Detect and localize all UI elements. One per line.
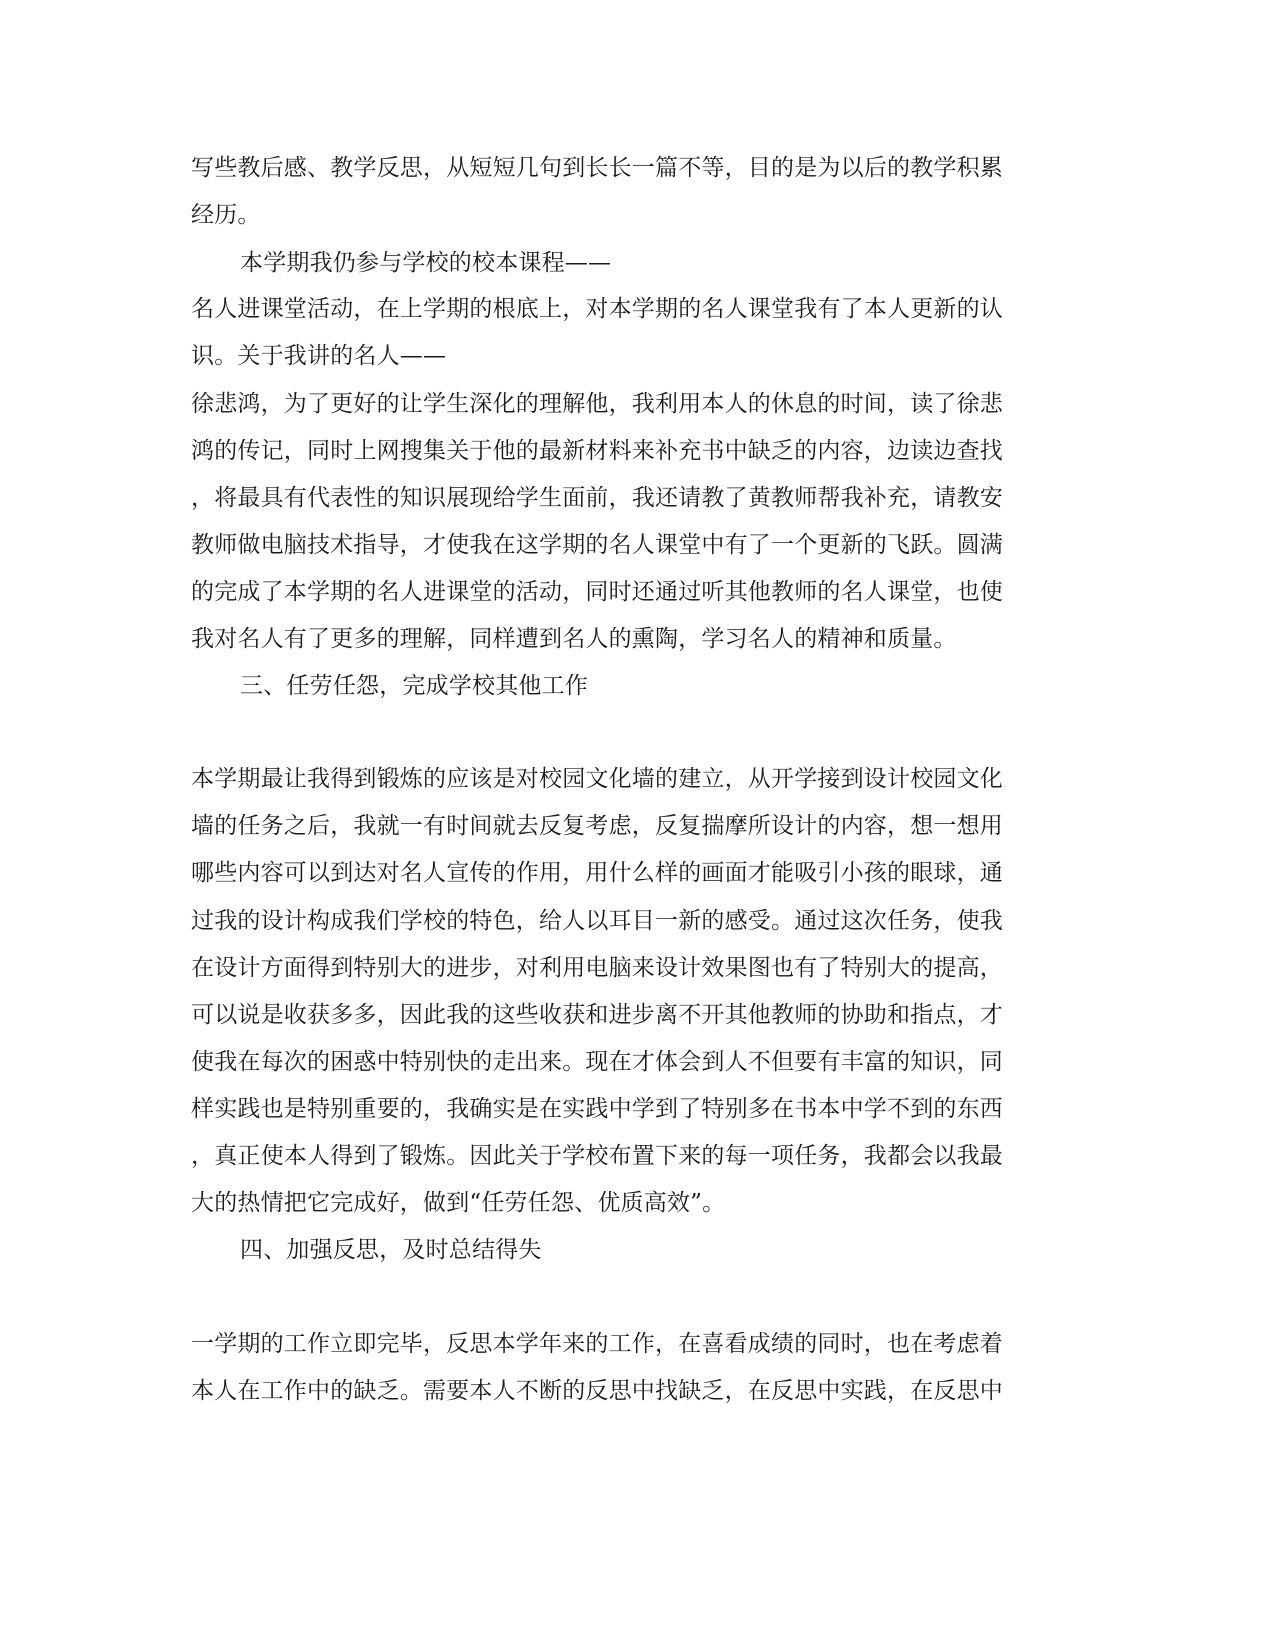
- body-text-line: 徐悲鸿，为了更好的让学生深化的理解他，我利用本人的休息的时间，读了徐悲: [191, 391, 1003, 417]
- body-text-line: ，真正使本人得到了锻炼。因此关于学校布置下来的每一项任务，我都会以我最: [191, 1143, 1003, 1169]
- body-text-line: 墙的任务之后，我就一有时间就去反复考虑，反复揣摩所设计的内容，想一想用: [191, 813, 1003, 839]
- body-text-line: 识。关于我讲的名人——: [191, 343, 447, 369]
- body-text-line: 本人在工作中的缺乏。需要本人不断的反思中找缺乏，在反思中实践，在反思中: [191, 1378, 1003, 1404]
- body-text-line: 写些教后感、教学反思，从短短几句到长长一篇不等，目的是为以后的教学积累: [191, 155, 1003, 181]
- body-text-line: 教师做电脑技术指导，才使我在这学期的名人课堂中有了一个更新的飞跃。圆满: [191, 532, 1003, 558]
- body-text-line: 样实践也是特别重要的，我确实是在实践中学到了特别多在书本中学不到的东西: [191, 1096, 1003, 1122]
- paragraph-first-line: 本学期我仍参与学校的校本课程——: [240, 250, 612, 276]
- body-text-line: 鸿的传记，同时上网搜集关于他的最新材料来补充书中缺乏的内容，边读边查找: [191, 438, 1003, 464]
- body-text-line: 大的热情把它完成好，做到“任劳任怨、优质高效”。: [191, 1190, 726, 1216]
- body-text-line: 经历。: [191, 202, 261, 228]
- body-text-line: 哪些内容可以到达对名人宣传的作用，用什么样的画面才能吸引小孩的眼球，通: [191, 860, 1003, 886]
- body-text-line: 我对名人有了更多的理解，同样遭到名人的熏陶，学习名人的精神和质量。: [191, 626, 957, 652]
- section-heading: 四、加强反思，及时总结得失: [240, 1237, 542, 1263]
- body-text-line: ，将最具有代表性的知识展现给学生面前，我还请教了黄教师帮我补充，请教安: [191, 485, 1003, 511]
- body-text-line: 一学期的工作立即完毕，反思本学年来的工作，在喜看成绩的同时，也在考虑着: [191, 1331, 1003, 1357]
- body-text-line: 名人进课堂活动，在上学期的根底上，对本学期的名人课堂我有了本人更新的认: [191, 296, 1003, 322]
- body-text-line: 本学期最让我得到锻炼的应该是对校园文化墙的建立，从开学接到设计校园文化: [191, 766, 1003, 792]
- body-text-line: 使我在每次的困惑中特别快的走出来。现在才体会到人不但要有丰富的知识，同: [191, 1049, 1003, 1075]
- body-text-line: 过我的设计构成我们学校的特色，给人以耳目一新的感受。通过这次任务，使我: [191, 908, 1003, 934]
- section-heading: 三、任劳任怨，完成学校其他工作: [240, 673, 588, 699]
- body-text-line: 的完成了本学期的名人进课堂的活动，同时还通过听其他教师的名人课堂，也使: [191, 579, 1003, 605]
- body-text-line: 可以说是收获多多，因此我的这些收获和进步离不开其他教师的协助和指点，才: [191, 1002, 1003, 1028]
- body-text-line: 在设计方面得到特别大的进步，对利用电脑来设计效果图也有了特别大的提高，: [191, 955, 1003, 981]
